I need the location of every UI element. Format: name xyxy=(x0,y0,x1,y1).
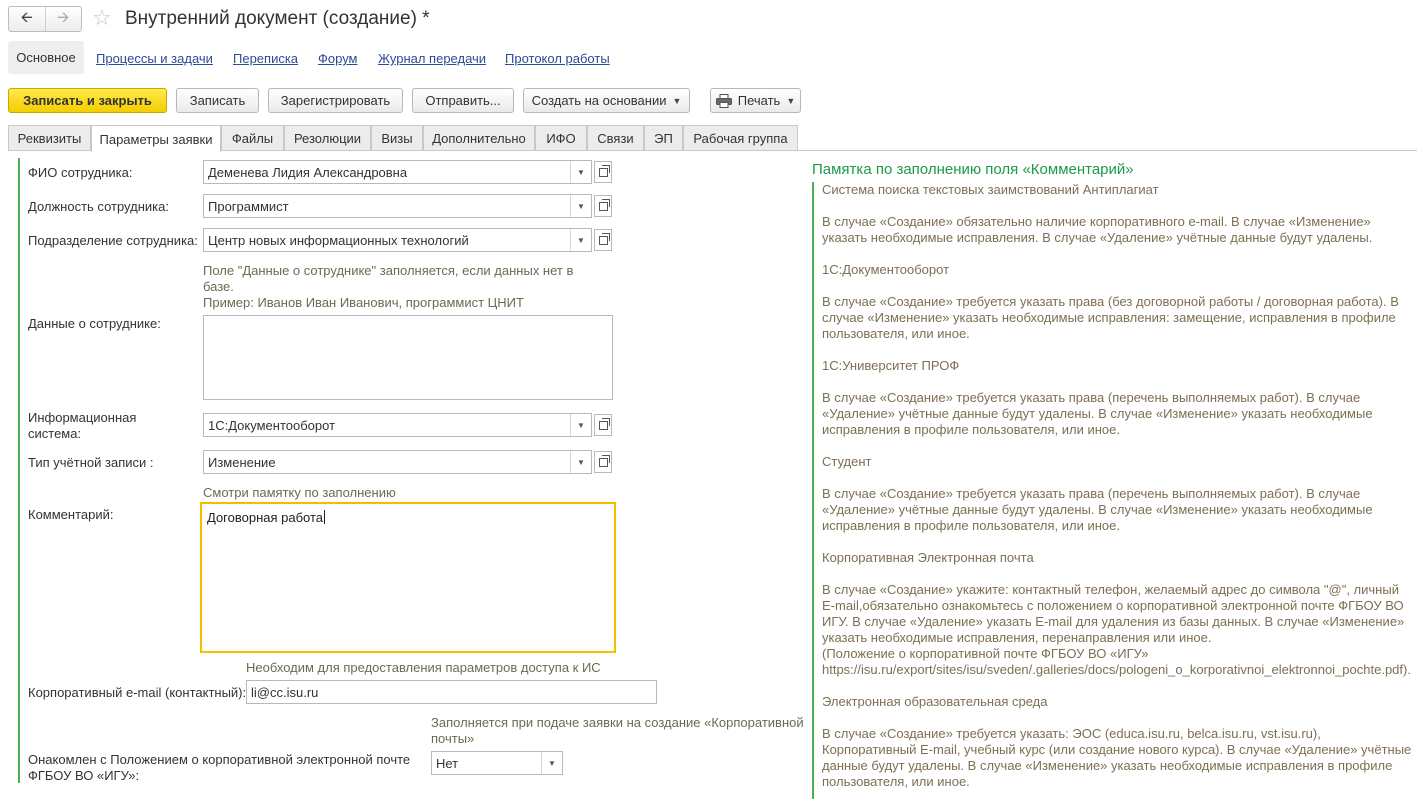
open-icon[interactable] xyxy=(594,451,612,473)
open-icon[interactable] xyxy=(594,414,612,436)
tab-ep[interactable]: ЭП xyxy=(644,125,683,150)
section-transfer-log[interactable]: Журнал передачи xyxy=(378,51,487,66)
printer-icon xyxy=(716,94,732,108)
acquainted-select[interactable] xyxy=(431,751,563,775)
save-and-close-button[interactable]: Записать и закрыть xyxy=(8,88,167,113)
arrow-right-icon[interactable]: 🡪 xyxy=(45,7,82,31)
account-type-label: Тип учётной записи : xyxy=(28,455,154,470)
employee-name-field[interactable] xyxy=(203,160,592,184)
info-system-value: 1С:Документооборот xyxy=(208,417,336,433)
chevron-down-icon[interactable]: ▼ xyxy=(570,414,591,436)
memo-heading-docflow: 1С:Документооборот xyxy=(822,262,950,277)
register-button[interactable]: Зарегистрировать xyxy=(268,88,403,113)
comment-value: Договорная работа xyxy=(207,510,324,525)
acquainted-value: Нет xyxy=(436,755,459,771)
employee-data-input[interactable] xyxy=(203,315,613,400)
comment-input[interactable] xyxy=(200,502,616,653)
employee-name-value: Деменева Лидия Александровна xyxy=(208,164,408,180)
info-system-label: Информационная система: xyxy=(28,410,137,441)
account-type-value: Изменение xyxy=(208,454,276,470)
arrow-left-icon[interactable]: 🡨 xyxy=(20,8,33,26)
employee-data-hint: Поле "Данные о сотруднике" заполняется, если данных нет в базе. Пример: Иванов Иван Иванович, программист ЦНИТ xyxy=(203,263,574,310)
send-button[interactable]: Отправить... xyxy=(412,88,514,113)
print-label: Печать xyxy=(737,93,781,108)
open-icon[interactable] xyxy=(594,229,612,251)
position-value: Программист xyxy=(208,198,289,214)
chevron-down-icon: ▼ xyxy=(786,95,796,106)
department-field[interactable] xyxy=(203,228,592,252)
email-hint: Необходим для предоставления параметров доступа к ИС xyxy=(246,660,601,675)
section-correspondence[interactable]: Переписка xyxy=(233,51,299,66)
tab-resolutions[interactable]: Резолюции xyxy=(284,125,371,150)
email-input[interactable]: li@cc.isu.ru xyxy=(246,680,657,704)
navigation-buttons xyxy=(8,6,82,32)
comment-label: Комментарий: xyxy=(28,507,114,522)
memo-heading-university: 1С:Университет ПРОФ xyxy=(822,358,960,373)
memo-paragraph: В случае «Создание» обязательно наличие корпоративного e-mail. В случае «Изменение» указать необходимые исправления. В случае «Удаление» учётные данные будут удалены. xyxy=(822,214,1373,245)
chevron-down-icon[interactable]: ▼ xyxy=(570,195,591,217)
section-processes[interactable]: Процессы и задачи xyxy=(96,51,213,66)
section-forum[interactable]: Форум xyxy=(318,51,358,66)
memo-heading-email: Корпоративная Электронная почта xyxy=(822,550,1034,565)
memo-paragraph: В случае «Создание» требуется указать права (без договорной работы / договорная работа). В случае «Изменение» указать необходимые исправления: замещение, исправления в профиле пользователя, или иное. xyxy=(822,294,1399,341)
chevron-down-icon[interactable]: ▼ xyxy=(570,229,591,251)
chevron-down-icon[interactable]: ▼ xyxy=(570,451,591,473)
position-field[interactable] xyxy=(203,194,592,218)
print-button[interactable] xyxy=(710,88,801,113)
open-icon[interactable] xyxy=(594,195,612,217)
chevron-down-icon[interactable]: ▼ xyxy=(570,161,591,183)
acquainted-hint: Заполняется при подаче заявки на создание «Корпоративной почты» xyxy=(431,715,804,746)
employee-name-label: ФИО сотрудника: xyxy=(28,165,133,180)
memo-heading-student: Студент xyxy=(822,454,872,469)
department-label: Подразделение сотрудника: xyxy=(28,233,198,248)
account-type-field[interactable] xyxy=(203,450,592,474)
comment-hint: Смотри памятку по заполнению xyxy=(203,485,396,500)
position-label: Должность сотрудника: xyxy=(28,199,169,214)
create-based-on-label: Создать на основании xyxy=(531,93,667,108)
tab-links[interactable]: Связи xyxy=(587,125,644,150)
tab-request-parameters[interactable]: Параметры заявки xyxy=(91,125,221,152)
tab-files[interactable]: Файлы xyxy=(221,125,284,150)
create-based-on-button[interactable] xyxy=(523,88,690,113)
tab-requisites[interactable]: Реквизиты xyxy=(8,125,91,150)
acquainted-label: Онакомлен с Положением о корпоративной электронной почте ФГБОУ ВО «ИГУ»: xyxy=(28,752,411,783)
tab-ifo[interactable]: ИФО xyxy=(535,125,587,150)
memo-heading-antiplagiat: Система поиска текстовых заимствований Антиплагиат xyxy=(822,182,1159,197)
email-label: Корпоративный e-mail (контактный): xyxy=(28,685,247,700)
section-work-protocol[interactable]: Протокол работы xyxy=(505,51,610,66)
open-icon[interactable] xyxy=(594,161,612,183)
info-system-field[interactable] xyxy=(203,413,592,437)
employee-data-label: Данные о сотруднике: xyxy=(28,316,161,331)
text-cursor xyxy=(324,510,325,524)
save-button[interactable]: Записать xyxy=(176,88,259,113)
page-title: Внутренний документ (создание) * xyxy=(125,8,430,29)
form-group-bar xyxy=(18,158,20,783)
department-value: Центр новых информационных технологий xyxy=(208,232,469,248)
memo-paragraph: В случае «Создание» укажите: контактный телефон, желаемый адрес до символа "@", личный E-mail,обязательно ознакомьтесь с положением о корпоративной электронной почте ФГБОУ ВО ИГУ. В случае «Удаление» указать E-mail для удаления из базы данных. В случае «Изменение» указать необходимые исправления, перенаправления или иное. (Положение о корпоративной почте ФГБОУ ВО «ИГУ» https://isu.ru/export/sites/isu/sveden/.galleries/docs/pologeni_o_korporativnoi_elektronnoi_pochte.pdf). xyxy=(822,582,1411,677)
tab-work-group[interactable]: Рабочая группа xyxy=(683,125,798,150)
section-main[interactable]: Основное xyxy=(8,41,84,74)
memo-title: Памятка по заполнению поля «Комментарий» xyxy=(812,161,1134,178)
memo-paragraph: В случае «Создание» требуется указать права (перечень выполняемых работ). В случае «Удаление» учётные данные будут удалены. В случае «Изменение» указать необходимые исправления в профиле пользователя, или иное. xyxy=(822,486,1373,533)
tab-additional[interactable]: Дополнительно xyxy=(423,125,535,150)
tab-visas[interactable]: Визы xyxy=(371,125,423,150)
memo-paragraph: В случае «Создание» требуется указать: ЭОС (educa.isu.ru, belca.isu.ru, vst.isu.ru), Корпоративный E-mail, учебный курс (или создание нового курса). В случае «Удаление» учётные данные будут удалены. В случае «Изменение» указать необходимые исправления в профиле пользователя, или иное. xyxy=(822,726,1412,789)
memo-text xyxy=(822,182,1412,806)
memo-paragraph: В случае «Создание» требуется указать права (перечень выполняемых работ). В случае «Удаление» учётные данные будут удалены. В случае «Изменение» указать необходимые исправления в профиле пользователя, или иное. xyxy=(822,390,1373,437)
memo-heading-eos: Электронная образовательная среда xyxy=(822,694,1048,709)
chevron-down-icon: ▼ xyxy=(672,95,682,106)
star-icon[interactable]: ☆ xyxy=(92,5,112,30)
chevron-down-icon[interactable]: ▼ xyxy=(541,752,562,774)
memo-group-bar xyxy=(812,182,814,799)
